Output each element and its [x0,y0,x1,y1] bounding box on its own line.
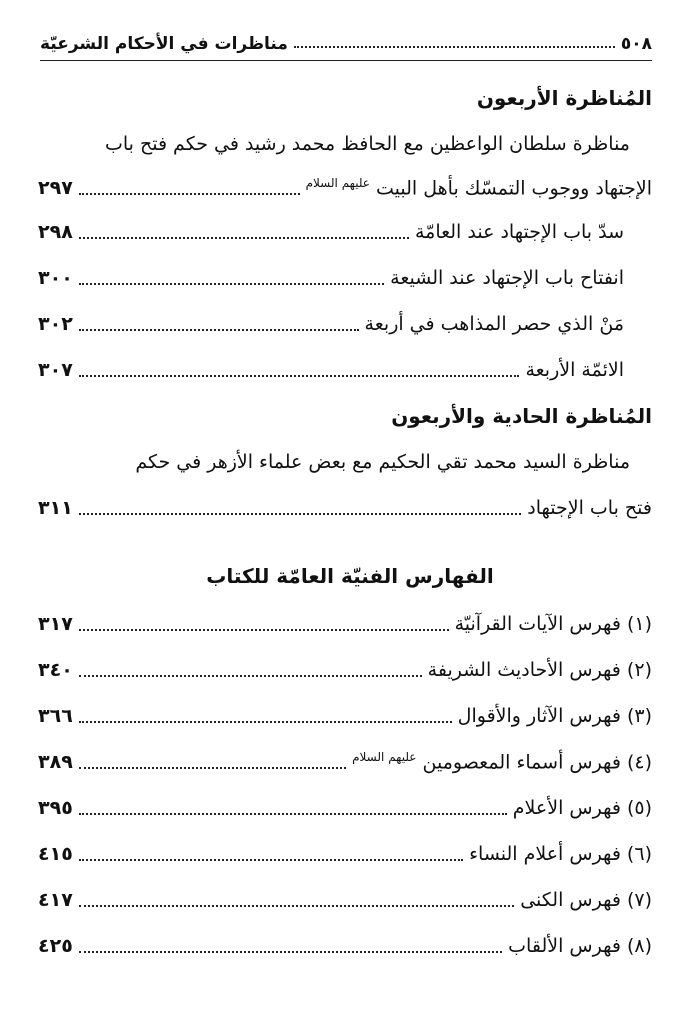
index-entry-text: (٤) فهرس أسماء المعصومين $^{عليهم السلام}$ [352,750,652,774]
toc-entry-text: فتح باب الإجتهاد [527,497,652,519]
leader-dots [79,859,463,861]
leader-dots [79,329,359,331]
toc-page-number: ٢٩٨ [38,221,73,243]
index-page-number: ٤٢٥ [38,935,73,957]
leader-dots [79,513,521,515]
leader-dots [79,629,449,631]
toc-entry: مناظرة السيد محمد تقي الحكيم مع بعض علماء الأزهر في حكم [135,451,630,473]
toc-entry-text: سدّ باب الإجتهاد عند العامّة [414,221,624,243]
leader-dots [79,951,502,953]
index-entry-text: (١) فهرس الآيات القرآنيّة [454,613,652,635]
toc-entry [38,170,652,206]
index-entry [38,836,652,872]
index-page-number: ٣٨٩ [38,751,73,773]
index-entry-text: (٣) فهرس الآثار والأقوال [457,705,652,727]
toc-entry [38,306,652,342]
leader-dots [79,283,384,285]
honorific-glyph: عليهم السلام [352,750,417,765]
toc-page-number: ٣٠٧ [38,359,73,381]
index-entry-text: (٦) فهرس أعلام النساء [469,843,652,865]
index-entry [38,928,652,964]
leader-dots [79,237,409,239]
toc-entry: مناظرة سلطان الواعظين مع الحافظ محمد رشيد في حكم فتح باب [104,133,630,155]
toc-entry [38,490,652,526]
leader-dots [79,375,520,377]
index-entry [38,652,652,688]
index-entry-text: (٥) فهرس الأعلام [512,797,652,819]
honorific-glyph: عليهم السلام [305,176,370,191]
index-page-number: ٤١٥ [38,843,73,865]
leader-dots [79,905,514,907]
section-heading: المُناظرة الأربعون [476,86,652,110]
index-page-number: ٣١٧ [38,613,73,635]
toc-entry [38,214,652,250]
index-page-number: ٣٦٦ [38,705,73,727]
index-entry [38,882,652,918]
page-header [40,22,652,61]
toc-entry [38,260,652,296]
toc-page-number: ٣٠٠ [38,267,73,289]
running-title: مناظرات في الأحكام الشرعيّة [40,34,288,54]
toc-entry [38,352,652,388]
index-page-number: ٣٩٥ [38,797,73,819]
toc-entry-text: الإجتهاد ووجوب التمسّك بأهل البيت $^{عليهم السلام}$ [305,176,652,200]
index-entry-text: (٨) فهرس الألقاب [508,935,652,957]
toc-page-number: ٣١١ [38,497,73,519]
leader-dots [79,675,422,677]
page-number: ٥٠٨ [620,34,652,54]
toc-entry-text: مَنْ الذي حصر المذاهب في أربعة [364,313,624,335]
toc-entry-text: انفتاح باب الإجتهاد عند الشيعة [390,267,624,289]
index-entry [38,744,652,780]
toc-entry-text: الائمّة الأربعة [525,359,624,381]
leader-dots [79,767,346,769]
leader-dots [79,193,300,195]
leader-dots [294,46,615,48]
toc-page-number: ٢٩٧ [38,177,73,199]
index-entry-text: (٢) فهرس الأحاديث الشريفة [427,659,652,681]
index-page-number: ٤١٧ [38,889,73,911]
index-entry-text: (٧) فهرس الكنى [520,889,652,911]
leader-dots [79,721,452,723]
toc-page-number: ٣٠٢ [38,313,73,335]
indexes-title: الفهارس الفنيّة العامّة للكتاب [206,564,494,588]
leader-dots [79,813,507,815]
index-entry [38,790,652,826]
index-entry [38,606,652,642]
section-heading: المُناظرة الحادية والأربعون [391,404,652,428]
index-entry [38,698,652,734]
index-page-number: ٣٤٠ [38,659,73,681]
